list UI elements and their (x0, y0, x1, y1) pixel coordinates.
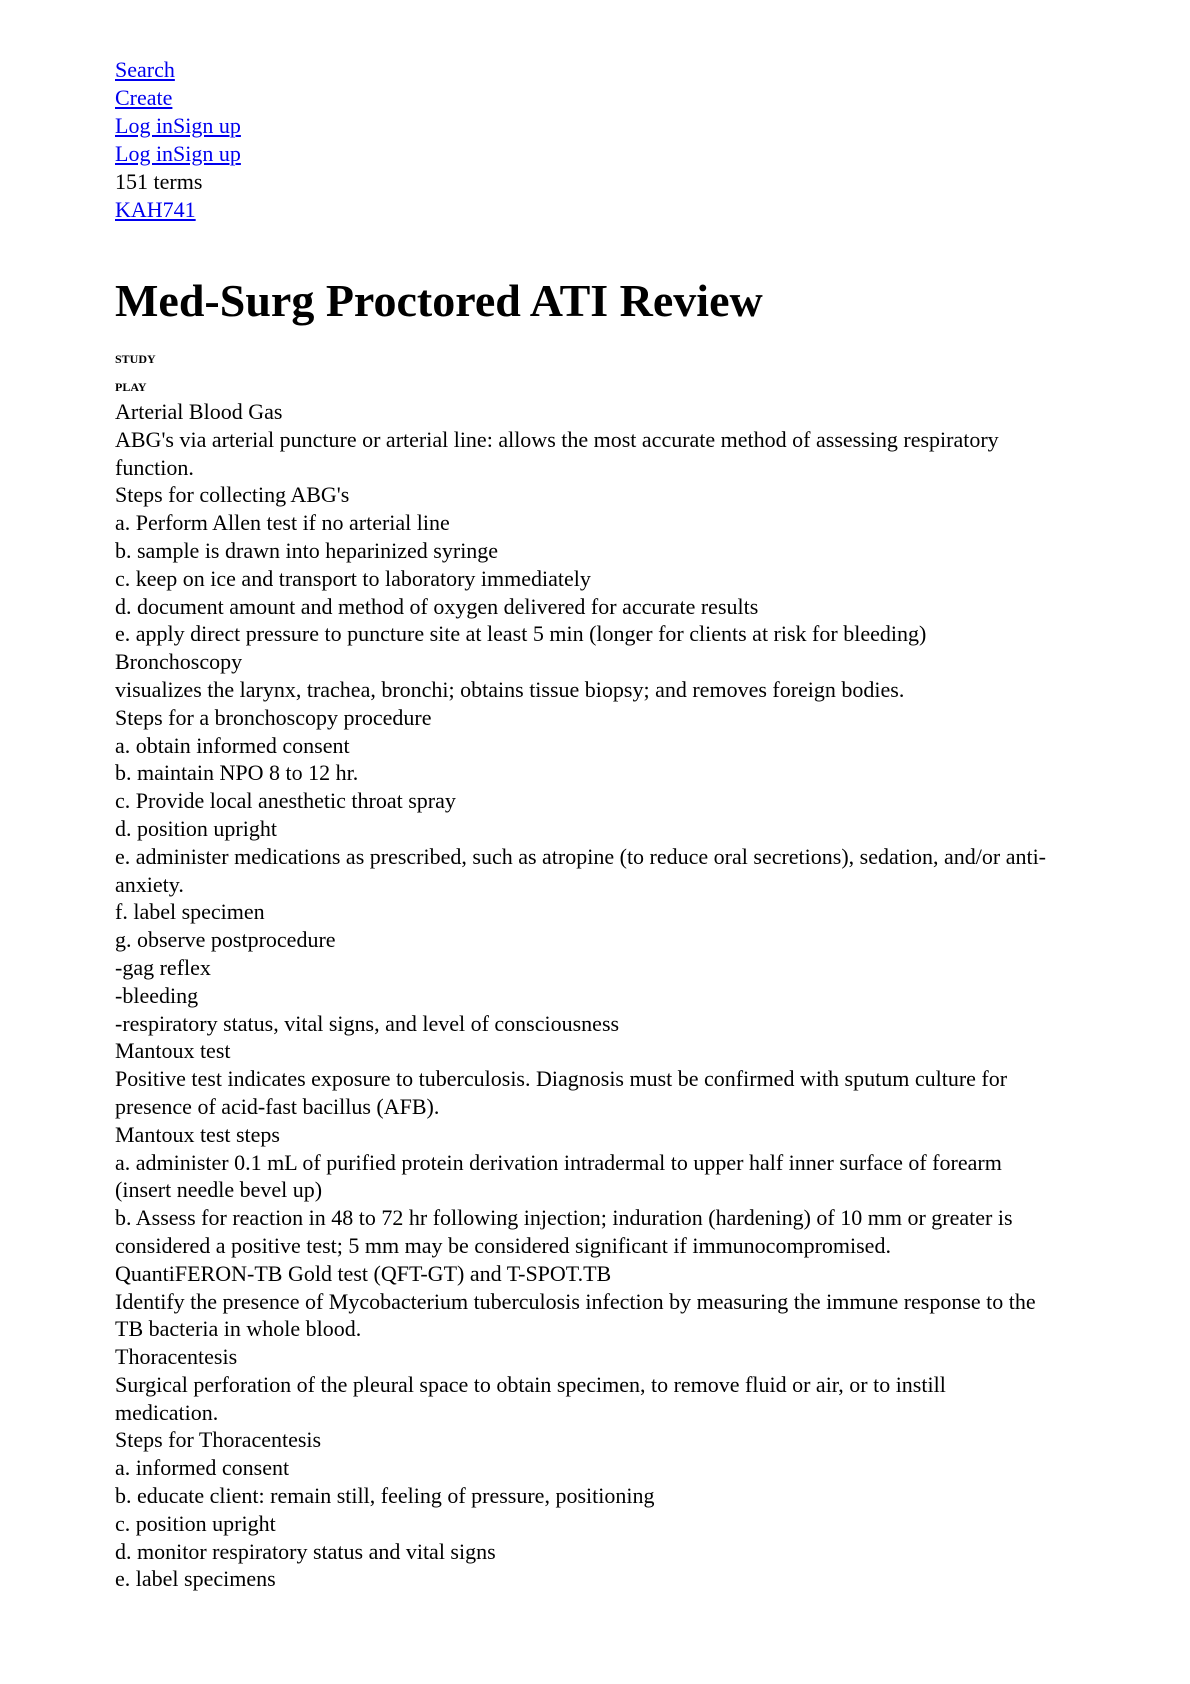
search-link[interactable]: Search (115, 57, 175, 82)
term-line: Steps for a bronchoscopy procedure (115, 704, 432, 730)
definition-line: a. administer 0.1 mL of purified protein derivation intradermal to upper half inner surface of forearm (115, 1149, 1002, 1175)
definition-line: c. position upright (115, 1510, 276, 1536)
definition-line: TB bacteria in whole blood. (115, 1316, 362, 1342)
term-line: Arterial Blood Gas (115, 399, 283, 424)
definition-line: b. educate client: remain still, feeling of pressure, positioning (115, 1483, 655, 1509)
definition-line: b. maintain NPO 8 to 12 hr. (115, 760, 359, 786)
page (115, 56, 1145, 1593)
definition-line: -respiratory status, vital signs, and level of consciousness (115, 1010, 620, 1036)
term-line: QuantiFERON-TB Gold test (QFT-GT) and T-SPOT.TB (115, 1260, 612, 1286)
definition-line: considered a positive test; 5 mm may be considered significant if immunocompromised. (115, 1232, 891, 1258)
page-title: Med-Surg Proctored ATI Review (115, 275, 763, 326)
definition-line: -gag reflex (115, 954, 211, 980)
study-label[interactable]: STUDY (115, 352, 156, 366)
definition-line: a. obtain informed consent (115, 732, 350, 758)
definition-line: anxiety. (115, 871, 184, 897)
definition-line: e. administer medications as prescribed, such as atropine (to reduce oral secretions), sedation, and/or anti- (115, 843, 1047, 869)
definition-line: function. (115, 454, 194, 480)
definition-line: b. sample is drawn into heparinized syringe (115, 537, 499, 563)
definition-line: medication. (115, 1399, 219, 1425)
terms-content (115, 398, 1145, 1593)
term-line: Mantoux test steps (115, 1121, 280, 1147)
definition-line: Identify the presence of Mycobacterium tuberculosis infection by measuring the immune response to the (115, 1288, 1036, 1314)
terms-count: 151 terms (115, 169, 203, 194)
term-line: Mantoux test (115, 1038, 231, 1064)
definition-line: d. document amount and method of oxygen delivered for accurate results (115, 593, 759, 619)
definition-line: d. position upright (115, 815, 277, 841)
term-line: Bronchoscopy (115, 649, 243, 675)
term-line: Steps for Thoracentesis (115, 1427, 322, 1453)
definition-line: b. Assess for reaction in 48 to 72 hr following injection; induration (hardening) of 10 mm or greater is (115, 1205, 1013, 1231)
definition-line: c. Provide local anesthetic throat spray (115, 788, 456, 814)
definition-line: e. apply direct pressure to puncture site at least 5 min (longer for clients at risk for bleeding) (115, 621, 927, 647)
definition-line: a. informed consent (115, 1455, 290, 1481)
definition-line: (insert needle bevel up) (115, 1177, 323, 1203)
definition-line: Surgical perforation of the pleural space to obtain specimen, to remove fluid or air, or to instill (115, 1371, 946, 1397)
definition-line: Positive test indicates exposure to tuberculosis. Diagnosis must be confirmed with sputum culture for (115, 1066, 1008, 1092)
author-link[interactable]: KAH741 (115, 197, 196, 222)
definition-line: c. keep on ice and transport to laboratory immediately (115, 565, 591, 591)
definition-line: presence of acid-fast bacillus (AFB). (115, 1093, 440, 1119)
definition-line: f. label specimen (115, 899, 265, 925)
create-link[interactable]: Create (115, 85, 173, 110)
definition-line: e. label specimens (115, 1566, 276, 1592)
definition-line: ABG's via arterial puncture or arterial line: allows the most accurate method of assessing respiratory (115, 426, 999, 452)
term-line: Thoracentesis (115, 1344, 238, 1370)
login-signup-link[interactable]: Log inSign up (115, 113, 241, 138)
definition-line: a. Perform Allen test if no arterial line (115, 510, 450, 536)
definition-line: d. monitor respiratory status and vital signs (115, 1538, 496, 1564)
definition-line: g. observe postprocedure (115, 927, 336, 953)
definition-line: -bleeding (115, 982, 199, 1008)
term-line: Steps for collecting ABG's (115, 482, 350, 508)
play-label[interactable]: PLAY (115, 380, 147, 394)
login-signup-link-secondary[interactable]: Log inSign up (115, 141, 241, 166)
definition-line: visualizes the larynx, trachea, bronchi; obtains tissue biopsy; and removes foreign bodies. (115, 676, 905, 702)
